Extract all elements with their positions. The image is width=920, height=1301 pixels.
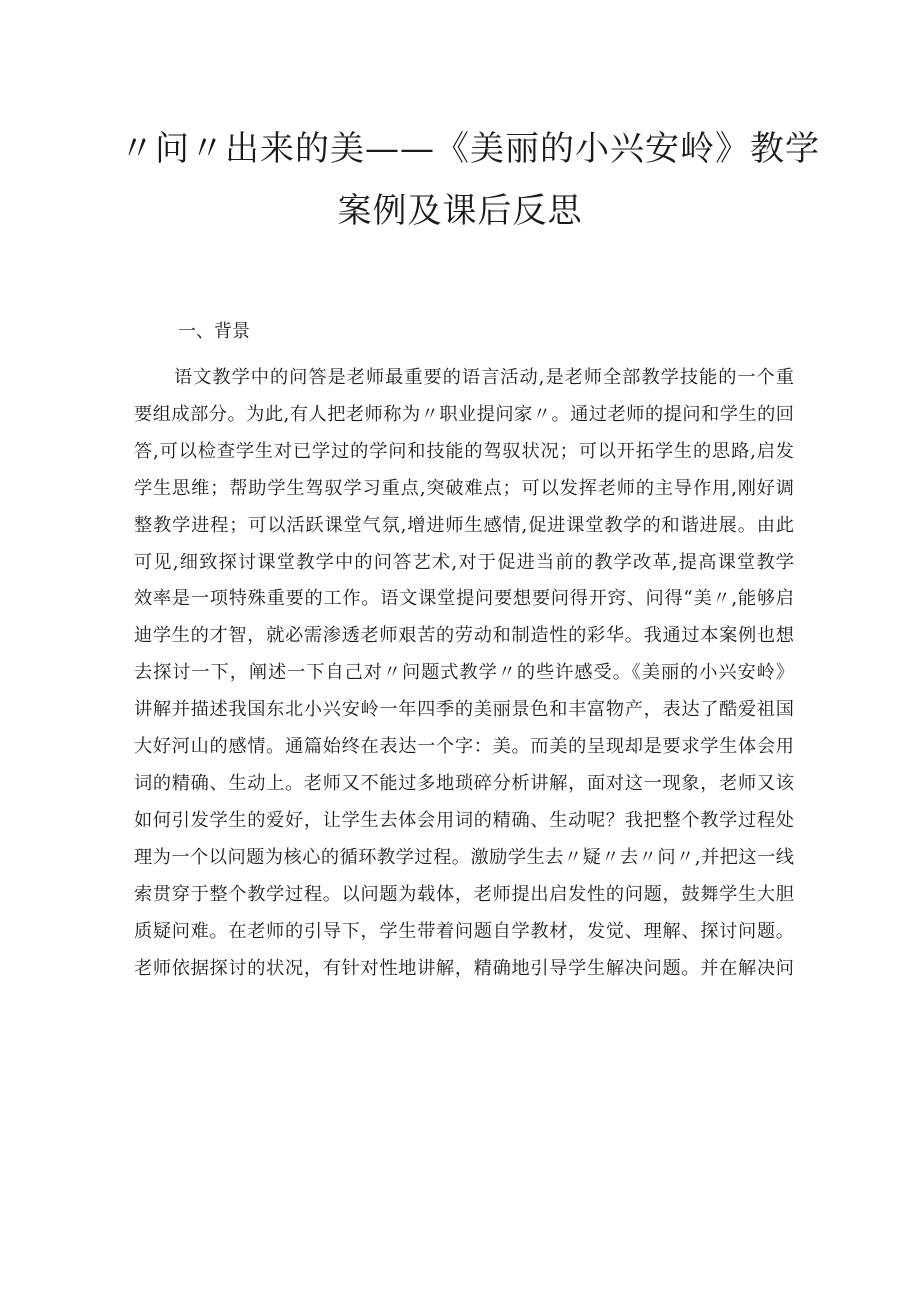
title-line-1: 〃问〃出来的美——《美丽的小兴安岭》教学 [120, 129, 820, 169]
document-title [120, 118, 820, 242]
body-paragraph [134, 360, 794, 987]
paragraph-line: 索贯穿于整个教学过程。以问题为载体，老师提出启发性的问题，鼓舞学生大胆 [134, 883, 794, 905]
paragraph-line: 迪学生的才智，就必需渗透老师艰苦的劳动和制造性的彩华。我通过本案例也想 [134, 625, 794, 647]
paragraph-line: 可见,细致探讨课堂教学中的问答艺术,对于促进当前的教学改革,提高课堂教学 [134, 551, 794, 573]
title-line-2: 案例及课后反思 [337, 191, 583, 231]
paragraph-line: 老师依据探讨的状况，有针对性地讲解，精确地引导学生解决问题。并在解决问 [134, 957, 794, 979]
paragraph-line: 要组成部分。为此,有人把老师称为〃职业提问家〃。通过老师的提问和学生的回 [134, 403, 794, 425]
paragraph-line: 讲解并描述我国东北小兴安岭一年四季的美丽景色和丰富物产，表达了酷爱祖国 [134, 699, 794, 721]
paragraph-line: 理为一个以问题为核心的循环教学过程。激励学生去〃疑〃去〃问〃,并把这一线 [134, 846, 794, 868]
paragraph-line: 学生思维；帮助学生驾驭学习重点,突破难点；可以发挥老师的主导作用,刚好调 [134, 477, 794, 499]
section-heading-background: 一、背景 [178, 321, 250, 342]
paragraph-line: 答,可以检查学生对已学过的学问和技能的驾驭状况；可以开拓学生的思路,启发 [134, 440, 794, 462]
paragraph-line: 效率是一项特殊重要的工作。语文课堂提问要想要问得开窍、问得“美〃,能够启 [134, 588, 794, 610]
paragraph-line: 质疑问难。在老师的引导下，学生带着问题自学教材，发觉、理解、探讨问题。 [134, 920, 794, 942]
paragraph-line: 整教学进程；可以活跃课堂气氛,增进师生感情,促进课堂教学的和谐进展。由此 [134, 514, 794, 536]
paragraph-line: 大好河山的感情。通篇始终在表达一个字：美。而美的呈现却是要求学生体会用 [134, 736, 794, 758]
paragraph-line: 去探讨一下，阐述一下自己对〃问题式教学〃的些许感受。《美丽的小兴安岭》 [134, 662, 794, 684]
paragraph-line: 语文教学中的问答是老师最重要的语言活动,是老师全部教学技能的一个重 [174, 367, 794, 388]
paragraph-line: 如何引发学生的爱好，让学生去体会用词的精确、生动呢？我把整个教学过程处 [134, 809, 794, 831]
paragraph-line: 词的精确、生动上。老师又不能过多地琐碎分析讲解，面对这一现象，老师又该 [134, 772, 794, 794]
